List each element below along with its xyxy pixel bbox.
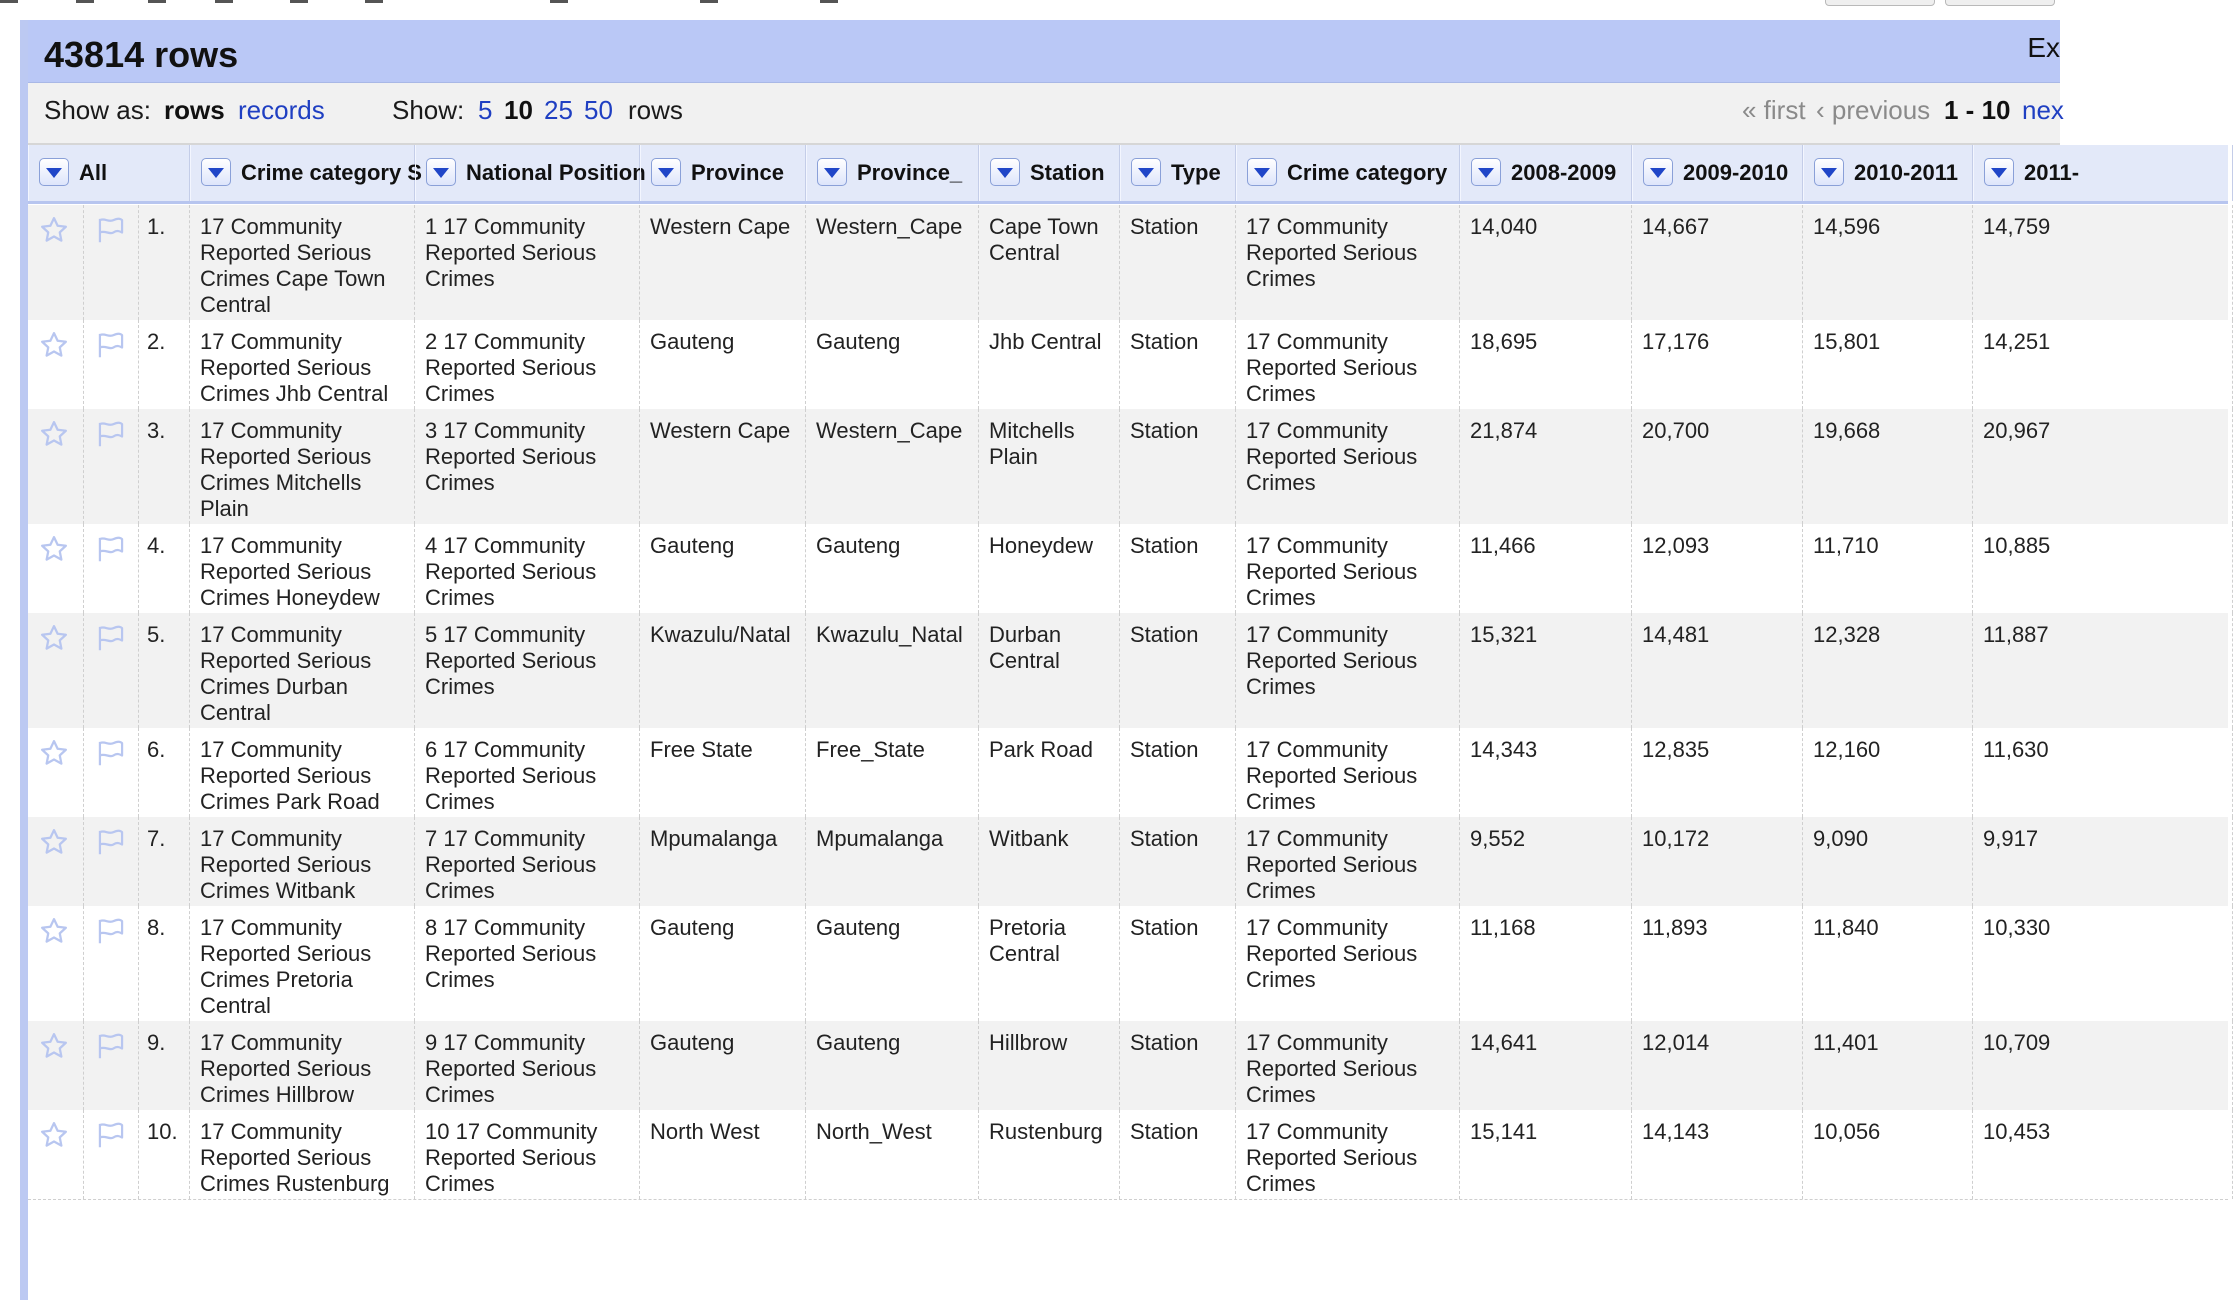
cell-province-code[interactable]: Gauteng — [806, 1021, 979, 1110]
pager-first: « first — [1742, 95, 1806, 125]
column-header-label: 2010-2011 — [1854, 160, 1958, 185]
cell-province[interactable]: Gauteng — [640, 1021, 806, 1110]
export-menu-button[interactable]: Ex — [2027, 32, 2060, 63]
column-header-2011[interactable] — [1973, 145, 2233, 201]
cell-2010-2011[interactable]: 14,596 — [1803, 205, 1973, 320]
cell-2011[interactable]: 10,330 — [1973, 906, 2233, 1021]
cell-2008-2009[interactable]: 14,343 — [1460, 728, 1632, 817]
cell-crime-category-station[interactable]: 17 Community Reported Serious Crimes Honeydew — [190, 524, 415, 613]
cell-type[interactable]: Station — [1120, 1021, 1236, 1110]
cell-province-code[interactable]: Gauteng — [806, 320, 979, 409]
cell-crime-category-station[interactable]: 17 Community Reported Serious Crimes Jhb Central — [190, 320, 415, 409]
toolbar-button[interactable] — [1825, 0, 1935, 6]
cell-2010-2011[interactable]: 19,668 — [1803, 409, 1973, 524]
cell-national-position[interactable]: 5 17 Community Reported Serious Crimes — [415, 613, 640, 728]
cell-station[interactable]: Jhb Central — [979, 320, 1120, 409]
cell-station[interactable]: Durban Central — [979, 613, 1120, 728]
cell-province[interactable]: North West — [640, 1110, 806, 1199]
cell-2011[interactable]: 11,630 — [1973, 728, 2233, 817]
cell-2008-2009[interactable]: 21,874 — [1460, 409, 1632, 524]
column-header-2009-2010[interactable] — [1632, 145, 1803, 201]
cell-national-position[interactable]: 2 17 Community Reported Serious Crimes — [415, 320, 640, 409]
row-number: 8. — [139, 906, 190, 1021]
cell-type[interactable]: Station — [1120, 817, 1236, 906]
toolbar-fragment — [148, 0, 166, 3]
cell-2008-2009[interactable]: 11,168 — [1460, 906, 1632, 1021]
cell-province[interactable]: Gauteng — [640, 320, 806, 409]
star-icon[interactable] — [28, 906, 84, 1021]
table-row — [28, 205, 2228, 321]
pager-next[interactable]: nex — [2022, 95, 2064, 125]
cell-2009-2010[interactable]: 12,014 — [1632, 1021, 1803, 1110]
column-header-crime-category-station[interactable] — [190, 145, 422, 201]
cell-national-position[interactable]: 7 17 Community Reported Serious Crimes — [415, 817, 640, 906]
cell-crime-category-station[interactable]: 17 Community Reported Serious Crimes Hillbrow — [190, 1021, 415, 1110]
cell-crime-category-station[interactable]: 17 Community Reported Serious Crimes Rustenburg — [190, 1110, 415, 1199]
cell-type[interactable]: Station — [1120, 613, 1236, 728]
cell-2010-2011[interactable]: 11,401 — [1803, 1021, 1973, 1110]
cell-crime-category[interactable]: 17 Community Reported Serious Crimes — [1236, 409, 1460, 524]
column-header-label: Province — [691, 160, 784, 185]
cell-crime-category[interactable]: 17 Community Reported Serious Crimes — [1236, 524, 1460, 613]
row-number: 9. — [139, 1021, 190, 1110]
toolbar-fragment — [700, 0, 718, 3]
cell-province[interactable]: Gauteng — [640, 906, 806, 1021]
star-icon[interactable] — [28, 728, 84, 817]
star-icon[interactable] — [28, 817, 84, 906]
row-number: 4. — [139, 524, 190, 613]
column-header-2008-2009[interactable] — [1460, 145, 1632, 201]
cell-crime-category-station[interactable]: 17 Community Reported Serious Crimes Cape Town Central — [190, 205, 415, 320]
toolbar-button[interactable] — [1945, 0, 2055, 6]
results-header — [28, 20, 2060, 83]
column-header-province[interactable] — [640, 145, 806, 201]
cell-2011[interactable]: 10,453 — [1973, 1110, 2233, 1199]
table-row — [28, 613, 2228, 729]
cell-2011[interactable]: 10,885 — [1973, 524, 2233, 613]
flag-icon[interactable] — [84, 906, 139, 1021]
cell-national-position[interactable]: 1 17 Community Reported Serious Crimes — [415, 205, 640, 320]
cell-type[interactable]: Station — [1120, 409, 1236, 524]
cell-province-code[interactable]: Free_State — [806, 728, 979, 817]
cell-2010-2011[interactable]: 11,710 — [1803, 524, 1973, 613]
dropdown-arrow-icon[interactable] — [990, 158, 1020, 186]
row-number: 2. — [139, 320, 190, 409]
dropdown-arrow-icon[interactable] — [1471, 158, 1501, 186]
toolbar-fragment — [76, 0, 94, 3]
cell-2008-2009[interactable]: 15,321 — [1460, 613, 1632, 728]
cell-province[interactable]: Kwazulu/Natal — [640, 613, 806, 728]
dropdown-arrow-icon[interactable] — [1247, 158, 1277, 186]
cell-2011[interactable]: 20,967 — [1973, 409, 2233, 524]
cell-2009-2010[interactable]: 14,667 — [1632, 205, 1803, 320]
cell-station[interactable]: Mitchells Plain — [979, 409, 1120, 524]
left-panel-divider[interactable] — [20, 20, 28, 1300]
cell-station[interactable]: Hillbrow — [979, 1021, 1120, 1110]
flag-icon[interactable] — [84, 728, 139, 817]
cell-type[interactable]: Station — [1120, 906, 1236, 1021]
page-size-5[interactable]: 5 — [478, 95, 493, 125]
cell-province[interactable]: Gauteng — [640, 524, 806, 613]
cell-2008-2009[interactable]: 14,040 — [1460, 205, 1632, 320]
cell-province[interactable]: Mpumalanga — [640, 817, 806, 906]
row-number: 7. — [139, 817, 190, 906]
page-size-25[interactable]: 25 — [544, 95, 573, 125]
table-row — [28, 409, 2228, 525]
cell-2009-2010[interactable]: 12,093 — [1632, 524, 1803, 613]
cell-province-code[interactable]: Gauteng — [806, 524, 979, 613]
column-header-type[interactable] — [1120, 145, 1236, 201]
cell-2011[interactable]: 10,709 — [1973, 1021, 2233, 1110]
cell-province[interactable]: Western Cape — [640, 205, 806, 320]
cell-2008-2009[interactable]: 18,695 — [1460, 320, 1632, 409]
cell-2010-2011[interactable]: 10,056 — [1803, 1110, 1973, 1199]
cell-station[interactable]: Cape Town Central — [979, 205, 1120, 320]
cell-type[interactable]: Station — [1120, 728, 1236, 817]
cell-crime-category[interactable]: 17 Community Reported Serious Crimes — [1236, 728, 1460, 817]
cell-2009-2010[interactable]: 14,143 — [1632, 1110, 1803, 1199]
star-icon[interactable] — [28, 1110, 84, 1199]
column-header-label: Crime category — [1287, 160, 1448, 185]
table-row — [28, 1110, 2228, 1200]
cell-type[interactable]: Station — [1120, 524, 1236, 613]
cell-national-position[interactable]: 3 17 Community Reported Serious Crimes — [415, 409, 640, 524]
cell-crime-category[interactable]: 17 Community Reported Serious Crimes — [1236, 1021, 1460, 1110]
table-row — [28, 728, 2228, 818]
data-grid — [28, 145, 2080, 1300]
column-header-label: Crime category S — [241, 160, 422, 185]
row-number: 3. — [139, 409, 190, 524]
toolbar-fragment — [820, 0, 838, 3]
cell-province-code[interactable]: Gauteng — [806, 906, 979, 1021]
cell-crime-category-station[interactable]: 17 Community Reported Serious Crimes Witbank — [190, 817, 415, 906]
records-mode-link[interactable]: records — [238, 95, 325, 125]
column-header-label: Province_ — [857, 160, 963, 185]
flag-icon[interactable] — [84, 320, 139, 409]
page-size-10[interactable]: 10 — [504, 95, 533, 125]
dropdown-arrow-icon[interactable] — [1814, 158, 1844, 186]
column-header-row — [28, 145, 2228, 204]
pager-previous: ‹ previous — [1816, 95, 1931, 125]
column-header-label: Station — [1030, 160, 1105, 185]
top-toolbar-strip — [0, 0, 2060, 20]
cell-province-code[interactable]: Western_Cape — [806, 409, 979, 524]
flag-icon[interactable] — [84, 613, 139, 728]
page-size-50[interactable]: 50 — [584, 95, 613, 125]
cell-crime-category-station[interactable]: 17 Community Reported Serious Crimes Mitchells Plain — [190, 409, 415, 524]
cell-station[interactable]: Honeydew — [979, 524, 1120, 613]
star-icon[interactable] — [28, 409, 84, 524]
show-as-label: Show as: — [44, 95, 151, 125]
page-range: 1 - 10 — [1944, 95, 2011, 125]
star-icon[interactable] — [28, 205, 84, 320]
cell-2008-2009[interactable]: 14,641 — [1460, 1021, 1632, 1110]
cell-crime-category[interactable]: 17 Community Reported Serious Crimes — [1236, 320, 1460, 409]
cell-crime-category-station[interactable]: 17 Community Reported Serious Crimes Park Road — [190, 728, 415, 817]
toolbar-fragment — [0, 0, 18, 3]
table-row — [28, 1021, 2228, 1111]
cell-national-position[interactable]: 6 17 Community Reported Serious Crimes — [415, 728, 640, 817]
column-header-national-position[interactable] — [415, 145, 646, 201]
cell-2011[interactable]: 11,887 — [1973, 613, 2233, 728]
column-header-label: 2011- — [2024, 160, 2080, 185]
left-panel-edge — [0, 20, 20, 1300]
dropdown-arrow-icon[interactable] — [817, 158, 847, 186]
column-header-label: National Position — [466, 160, 646, 185]
cell-type[interactable]: Station — [1120, 320, 1236, 409]
cell-type[interactable]: Station — [1120, 1110, 1236, 1199]
cell-2008-2009[interactable]: 11,466 — [1460, 524, 1632, 613]
cell-2011[interactable]: 14,759 — [1973, 205, 2233, 320]
cell-2010-2011[interactable]: 12,160 — [1803, 728, 1973, 817]
column-header-station[interactable] — [979, 145, 1120, 201]
column-header-label: 2009-2010 — [1683, 160, 1789, 185]
cell-national-position[interactable]: 4 17 Community Reported Serious Crimes — [415, 524, 640, 613]
toolbar-fragment — [290, 0, 308, 3]
cell-2010-2011[interactable]: 12,328 — [1803, 613, 1973, 728]
cell-crime-category[interactable]: 17 Community Reported Serious Crimes — [1236, 205, 1460, 320]
cell-station[interactable]: Rustenburg — [979, 1110, 1120, 1199]
cell-2010-2011[interactable]: 9,090 — [1803, 817, 1973, 906]
cell-crime-category[interactable]: 17 Community Reported Serious Crimes — [1236, 906, 1460, 1021]
cell-2008-2009[interactable]: 9,552 — [1460, 817, 1632, 906]
column-header-crime-category[interactable] — [1236, 145, 1460, 201]
view-controls — [28, 83, 2064, 145]
toolbar-fragment — [550, 0, 568, 3]
cell-national-position[interactable]: 10 17 Community Reported Serious Crimes — [415, 1110, 640, 1199]
cell-2010-2011[interactable]: 11,840 — [1803, 906, 1973, 1021]
dropdown-arrow-icon[interactable] — [426, 158, 456, 186]
show-label: Show: — [392, 95, 465, 125]
dropdown-arrow-icon[interactable] — [1984, 158, 2014, 186]
flag-icon[interactable] — [84, 409, 139, 524]
cell-2011[interactable]: 14,251 — [1973, 320, 2233, 409]
cell-2011[interactable]: 9,917 — [1973, 817, 2233, 906]
row-number: 6. — [139, 728, 190, 817]
cell-province[interactable]: Free State — [640, 728, 806, 817]
toolbar-fragment — [365, 0, 383, 3]
cell-province-code[interactable]: Kwazulu_Natal — [806, 613, 979, 728]
toolbar-fragment — [215, 0, 233, 3]
table-row — [28, 906, 2228, 1022]
cell-2010-2011[interactable]: 15,801 — [1803, 320, 1973, 409]
cell-crime-category[interactable]: 17 Community Reported Serious Crimes — [1236, 1110, 1460, 1199]
row-number: 1. — [139, 205, 190, 320]
table-row — [28, 817, 2228, 907]
column-header-all[interactable] — [28, 145, 190, 201]
dropdown-arrow-icon[interactable] — [1643, 158, 1673, 186]
cell-crime-category-station[interactable]: 17 Community Reported Serious Crimes Durban Central — [190, 613, 415, 728]
table-row — [28, 320, 2228, 410]
row-number: 10. — [139, 1110, 190, 1199]
cell-2008-2009[interactable]: 15,141 — [1460, 1110, 1632, 1199]
cell-2009-2010[interactable]: 12,835 — [1632, 728, 1803, 817]
cell-crime-category[interactable]: 17 Community Reported Serious Crimes — [1236, 613, 1460, 728]
row-count: 43814 rows — [44, 34, 239, 75]
cell-province-code[interactable]: North_West — [806, 1110, 979, 1199]
cell-type[interactable]: Station — [1120, 205, 1236, 320]
cell-station[interactable]: Pretoria Central — [979, 906, 1120, 1021]
column-header-province-code[interactable] — [806, 145, 979, 201]
cell-station[interactable]: Park Road — [979, 728, 1120, 817]
cell-2009-2010[interactable]: 10,172 — [1632, 817, 1803, 906]
dropdown-arrow-icon[interactable] — [201, 158, 231, 186]
dropdown-arrow-icon[interactable] — [1131, 158, 1161, 186]
cell-province-code[interactable]: Mpumalanga — [806, 817, 979, 906]
cell-province-code[interactable]: Western_Cape — [806, 205, 979, 320]
cell-station[interactable]: Witbank — [979, 817, 1120, 906]
cell-crime-category-station[interactable]: 17 Community Reported Serious Crimes Pretoria Central — [190, 906, 415, 1021]
cell-province[interactable]: Western Cape — [640, 409, 806, 524]
cell-2009-2010[interactable]: 11,893 — [1632, 906, 1803, 1021]
column-header-label: Type — [1171, 160, 1221, 185]
star-icon[interactable] — [28, 613, 84, 728]
star-icon[interactable] — [28, 320, 84, 409]
cell-national-position[interactable]: 8 17 Community Reported Serious Crimes — [415, 906, 640, 1021]
row-number: 5. — [139, 613, 190, 728]
column-header-label: All — [79, 160, 108, 185]
dropdown-arrow-icon[interactable] — [651, 158, 681, 186]
cell-2009-2010[interactable]: 14,481 — [1632, 613, 1803, 728]
star-icon[interactable] — [28, 524, 84, 613]
column-header-label: 2008-2009 — [1511, 160, 1617, 185]
cell-2009-2010[interactable]: 17,176 — [1632, 320, 1803, 409]
cell-crime-category[interactable]: 17 Community Reported Serious Crimes — [1236, 817, 1460, 906]
star-icon[interactable] — [28, 1021, 84, 1110]
flag-icon[interactable] — [84, 1021, 139, 1110]
rows-suffix-label: rows — [628, 95, 683, 125]
cell-national-position[interactable]: 9 17 Community Reported Serious Crimes — [415, 1021, 640, 1110]
flag-icon[interactable] — [84, 817, 139, 906]
cell-2009-2010[interactable]: 20,700 — [1632, 409, 1803, 524]
rows-mode-option[interactable]: rows — [164, 95, 225, 125]
column-header-2010-2011[interactable] — [1803, 145, 1973, 201]
dropdown-arrow-icon[interactable] — [39, 158, 69, 186]
table-row — [28, 524, 2228, 614]
flag-icon[interactable] — [84, 1110, 139, 1199]
flag-icon[interactable] — [84, 205, 139, 320]
flag-icon[interactable] — [84, 524, 139, 613]
